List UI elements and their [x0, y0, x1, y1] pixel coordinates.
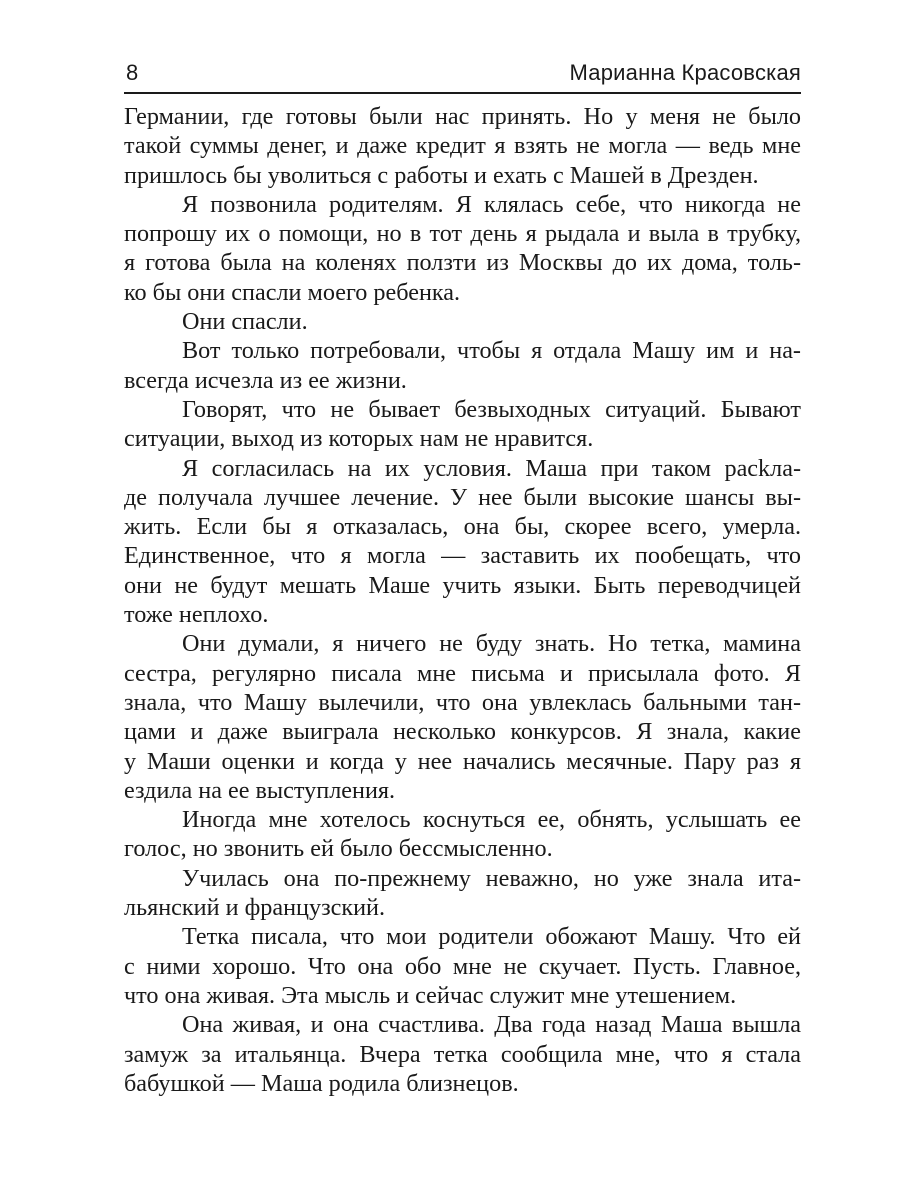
body-text	[124, 102, 801, 1098]
text-line: всегда исчезла из ее жизни.	[124, 366, 407, 394]
text-line: Они думали, я ничего не буду знать. Но тетка, мамина	[182, 630, 801, 658]
header-rule	[124, 92, 801, 94]
text-line: ситуации, выход из которых нам не нравится.	[124, 425, 594, 453]
text-line: Говорят, что не бывает безвыходных ситуаций. Бывают	[182, 395, 801, 423]
text-line: бабушкой — Маша родила близнецов.	[124, 1069, 519, 1097]
text-line: Я согласилась на их условия. Маша при таком расkла-	[182, 454, 801, 482]
text-line: Германии, где готовы были нас принять. Но у меня не было	[124, 103, 801, 130]
text-line: пришлось бы уволиться с работы и ехать с Машей в Дрезден.	[124, 161, 759, 189]
running-head	[124, 56, 801, 92]
text-line: Я позвонила родителям. Я клялась себе, что никогда не	[182, 190, 801, 218]
text-line: с ними хорошо. Что она обо мне не скучает. Пусть. Главное,	[124, 952, 801, 980]
text-line: Тетка писала, что мои родители обожают Машу. Что ей	[182, 923, 801, 951]
text-line: Единственное, что я могла — заставить их пообещать, что	[124, 542, 801, 570]
text-line: сестра, регулярно писала мне письма и присылала фото. Я	[124, 659, 801, 687]
text-line: такой суммы денег, и даже кредит я взять не могла — ведь мне	[124, 132, 801, 160]
text-line: знала, что Машу вылечили, что она увлеклась бальными тан-	[124, 688, 801, 716]
text-line: Иногда мне хотелось коснуться ее, обнять, услышать ее	[182, 806, 801, 834]
text-line: Она живая, и она счастлива. Два года назад Маша вышла	[182, 1011, 801, 1039]
text-line: ездила на ее выступления.	[124, 776, 396, 804]
text-line: тоже неплохо.	[124, 601, 269, 629]
text-line: Училась она по-прежнему неважно, но уже знала ита-	[182, 864, 801, 892]
text-line: жить. Если бы я отказалась, она бы, скорее всего, умерла.	[124, 513, 801, 541]
text-line: де получала лучшее лечение. У нее были высокие шансы вы-	[124, 483, 801, 511]
text-line: голос, но звонить ей было бессмысленно.	[124, 835, 553, 863]
author-name: Марианна Красовская	[569, 60, 801, 85]
text-line: Вот только потребовали, чтобы я отдала Машу им и на-	[182, 337, 801, 365]
text-line: Они спасли.	[182, 308, 308, 336]
text-line: цами и даже выиграла несколько конкурсов. Я знала, какие	[124, 718, 801, 746]
text-line: замуж за итальянца. Вчера тетка сообщила мне, что я стала	[124, 1040, 801, 1068]
text-line: у Маши оценки и когда у нее начались месячные. Пару раз я	[124, 747, 801, 775]
text-line: ко бы они спасли моего ребенка.	[124, 278, 461, 306]
text-line: попрошу их о помощи, но в тот день я рыдала и выла в трубку,	[124, 220, 801, 248]
text-line: льянский и французский.	[124, 894, 386, 922]
text-line: они не будут мешать Маше учить языки. Быть переводчицей	[124, 571, 801, 599]
page-number: 8	[126, 60, 139, 85]
text-line: что она живая. Эта мысль и сейчас служит мне утешением.	[124, 981, 737, 1009]
text-line: я готова была на коленях ползти из Москвы до их дома, толь-	[124, 249, 801, 277]
